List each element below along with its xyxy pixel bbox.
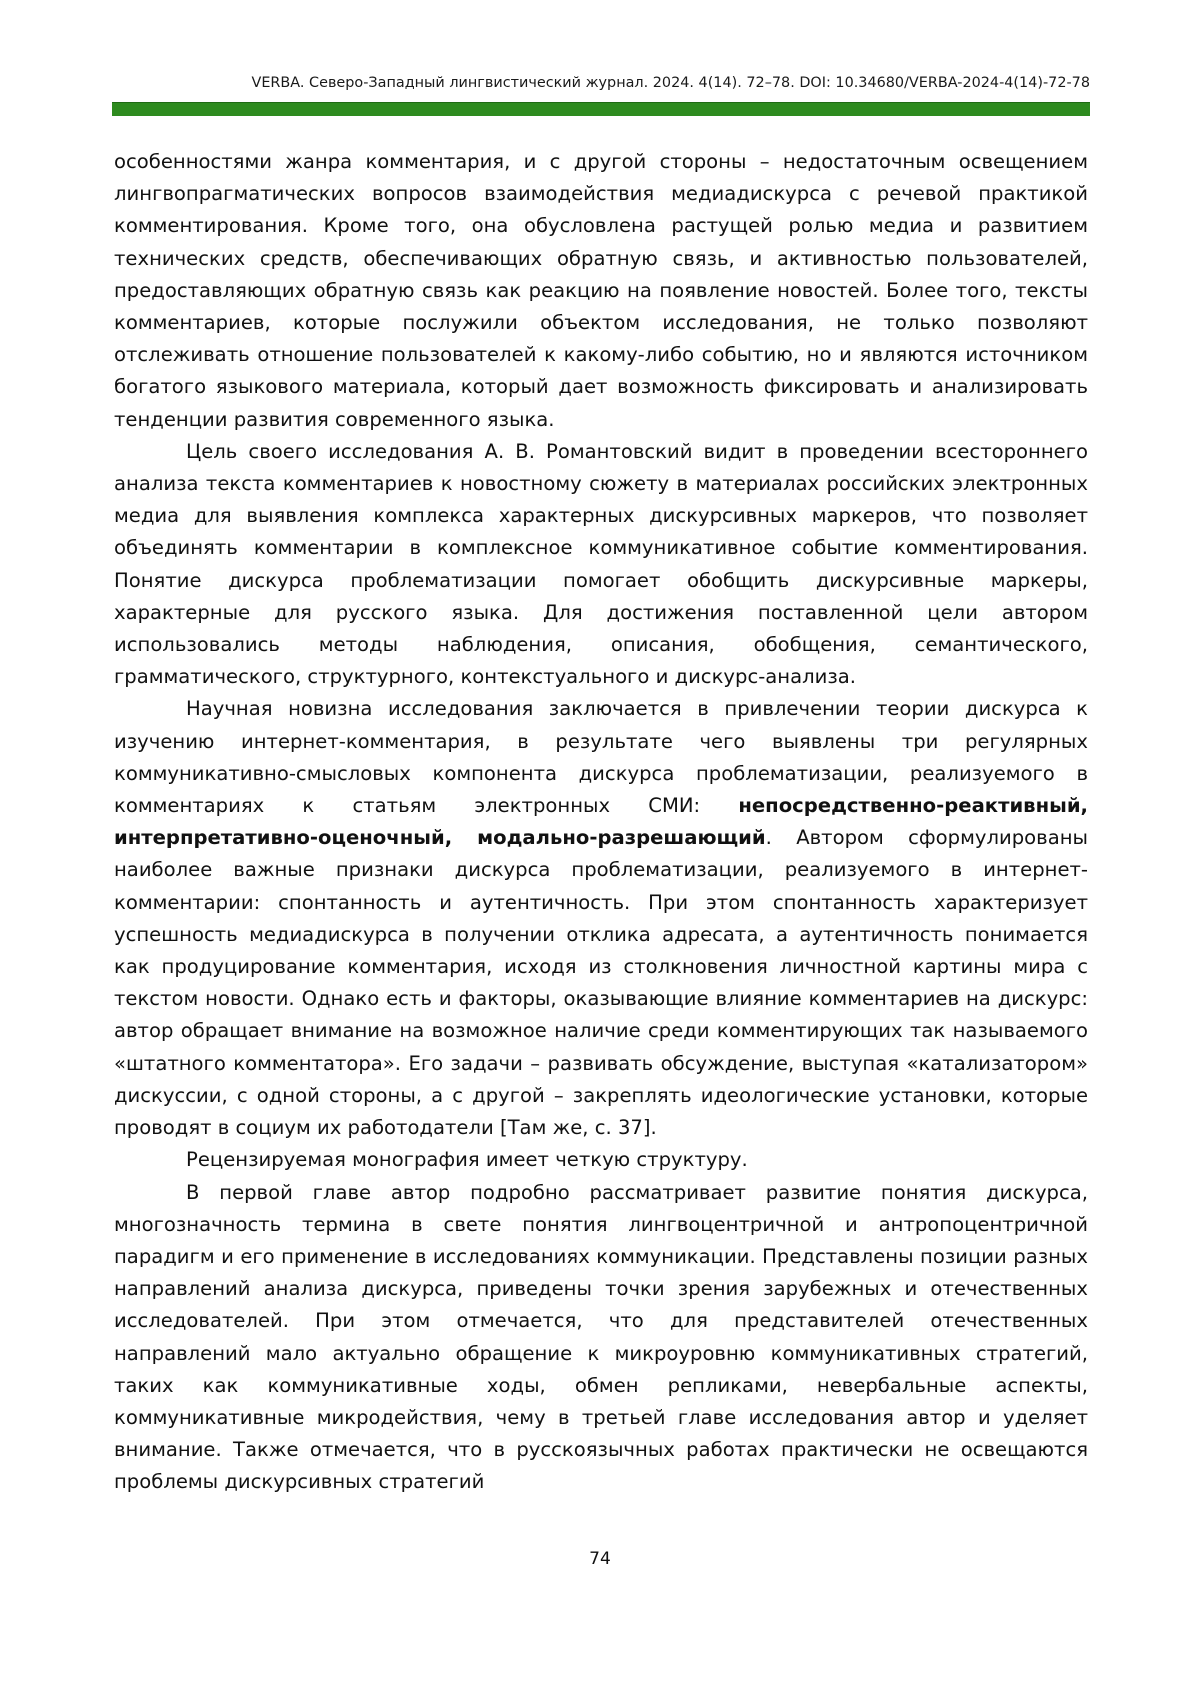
paragraph-1: особенностями жанра комментария, и с другой стороны – недостаточным освещением лингвопрагматических вопросов взаимодействия медиадискурса с речевой практикой комментирования. Кроме того, она обусловлена растущей ролью медиа и развитием технических средств, обеспечивающих обратную связь, и активностью пользователей, предоставляющих обратную связь как реакцию на появление новостей. Более того, тексты комментариев, которые послужили объектом исследования, не только позволяют отслеживать отношение пользователей к какому-либо событию, но и являются источником богатого языкового материала, который дает возможность фиксировать и анализировать тенденции развития современного языка. bbox=[114, 150, 1088, 431]
paragraph-3 bbox=[114, 693, 1088, 1144]
paragraph-4: Рецензируемая монография имеет четкую структуру. bbox=[186, 1148, 748, 1172]
paragraph-5: В первой главе автор подробно рассматривает развитие понятия дискурса, многозначность термина в свете понятия лингвоцентричной и антропоцентричной парадигм и его применение в исследованиях коммуникации. Представлены позиции разных направлений анализа дискурса, приведены точки зрения зарубежных и отечественных исследователей. При этом отмечается, что для представителей отечественных направлений мало актуально обращение к микроуровню коммуникативных стратегий, таких как коммуникативные ходы, обмен репликами, невербальные аспекты, коммуникативные микродействия, чему в третьей главе исследования автор и уделяет внимание. Также отмечается, что в русскоязычных работах практически не освещаются проблемы дискурсивных стратегий bbox=[114, 1180, 1088, 1494]
running-header-citation: VERBA. Северо-Западный лингвистический журнал. 2024. 4(14). 72–78. DOI: 10.34680/VERBA-2024-4(14)-72-78 bbox=[251, 75, 1090, 91]
paragraph-3-bold-components: непосредственно-реактивный, интерпретативно-оценочный, модально-разрешающий bbox=[114, 794, 1088, 850]
paragraph-3-text-after: . Автором сформулированы наиболее важные признаки дискурса проблематизации, реализуемого в интернет-комментарии: спонтанность и аутентичность. При этом спонтанность характеризует успешность медиадискурса в получении отклика адресата, а аутентичность понимается как продуцирование комментария, исходя из столкновения личностной картины мира с текстом новости. Однако есть и факторы, оказывающие влияние комментариев на дискурс: автор обращает внимание на возможное наличие среди комментирующих так называемого «штатного комментатора». Его задачи – развивать обсуждение, выступая «катализатором» дискуссии, с одной стороны, а с другой – закреплять идеологические установки, которые проводят в социум их работодатели [Там же, с. 37]. bbox=[114, 826, 1089, 1140]
header-green-rule bbox=[112, 102, 1090, 116]
page-number: 74 bbox=[589, 1549, 611, 1569]
article-body bbox=[114, 146, 1088, 1499]
paragraph-2: Цель своего исследования А. В. Романтовский видит в проведении всестороннего анализа текста комментариев к новостному сюжету в материалах российских электронных медиа для выявления комплекса характерных дискурсивных маркеров, что позволяет объединять комментарии в комплексное коммуникативное событие комментирования. Понятие дискурса проблематизации помогает обобщить дискурсивные маркеры, характерные для русского языка. Для достижения поставленной цели автором использовались методы наблюдения, описания, обобщения, семантического, грамматического, структурного, контекстуального и дискурс-анализа. bbox=[114, 439, 1088, 689]
paragraph-3-text-before: Научная новизна исследования заключается в привлечении теории дискурса к изучению интернет-комментария, в результате чего выявлены три регулярных коммуникативно-смысловых компонента дискурса проблематизации, реализуемого в комментариях к статьям электронных СМИ: bbox=[114, 697, 1088, 818]
